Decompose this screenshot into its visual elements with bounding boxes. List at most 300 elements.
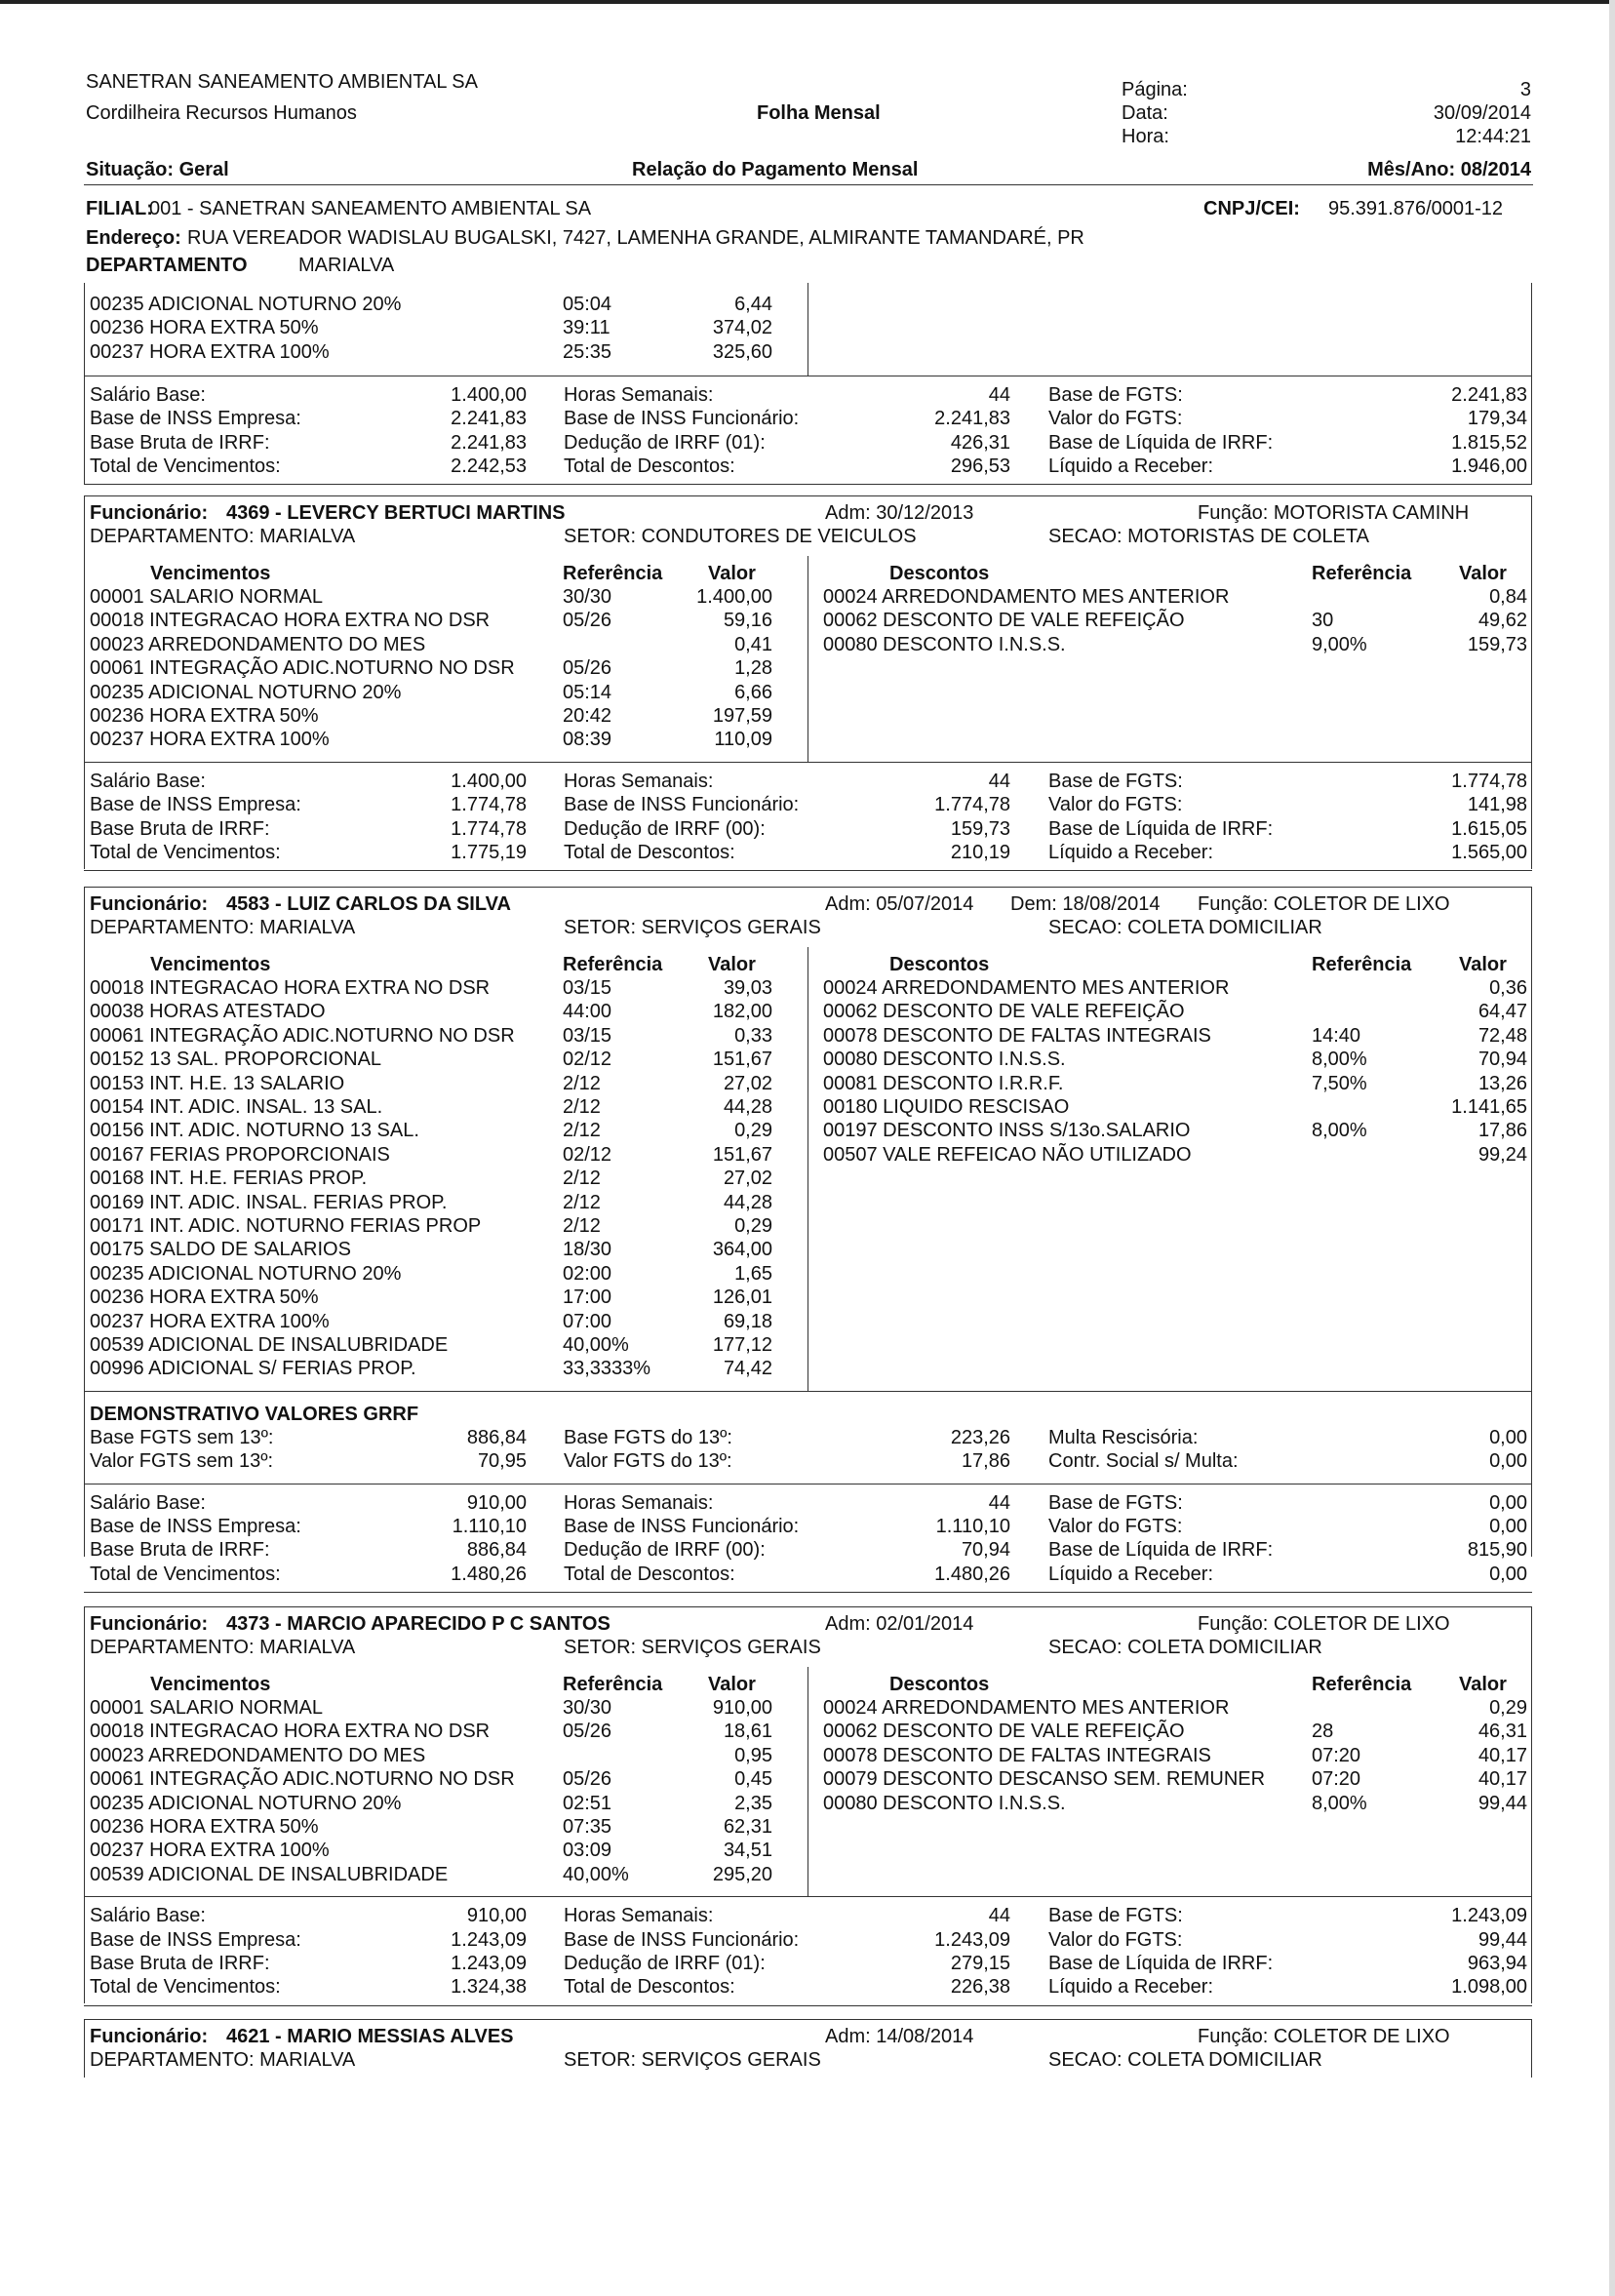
summary-label: Valor FGTS sem 13º:	[90, 1450, 274, 1473]
secao: SECAO: COLETA DOMICILIAR	[1048, 917, 1322, 938]
vencimento-value: 374,02	[712, 317, 772, 339]
admissao: Adm: 05/07/2014	[825, 893, 974, 915]
referencia-heading: Referência	[1312, 1674, 1412, 1695]
pagina-value: 3	[1519, 79, 1531, 100]
summary-value: 2.241,83	[451, 408, 527, 430]
summary-label: Dedução de IRRF (00):	[564, 817, 766, 840]
prev-val-col	[671, 293, 772, 364]
vencimento-ref: 05/26	[563, 1721, 612, 1743]
vencimento-value: 0,29	[734, 1215, 772, 1237]
vencimento-desc: 00038 HORAS ATESTADO	[90, 1001, 326, 1023]
filial-value: 001 - SANETRAN SANEAMENTO AMBIENTAL SA	[149, 198, 592, 219]
vencimento-ref: 02:00	[563, 1262, 612, 1285]
summary-value: 910,00	[466, 1491, 527, 1514]
summary-value: 2.241,83	[451, 431, 527, 454]
funcao: Função: COLETOR DE LIXO	[1198, 893, 1450, 915]
desconto-value: 99,44	[1477, 1792, 1527, 1814]
vencimento-ref: 40,00%	[563, 1334, 629, 1356]
summary-value: 44	[988, 1491, 1010, 1514]
vencimento-ref: 2/12	[563, 1120, 601, 1142]
summary-value: 2.241,83	[1451, 384, 1527, 406]
prev-ref-col	[563, 293, 670, 364]
vencimento-desc: 00235 ADICIONAL NOTURNO 20%	[90, 1262, 402, 1285]
desconto-ref: 14:40	[1312, 1024, 1361, 1047]
vencimento-desc: 00236 HORA EXTRA 50%	[90, 1287, 319, 1309]
employee-name: 4583 - LUIZ CARLOS DA SILVA	[226, 893, 511, 915]
situacao: Situação: Geral	[86, 159, 229, 180]
summary-label: Total de Descontos:	[564, 1563, 735, 1585]
summary-value: 159,73	[950, 817, 1010, 840]
vencimento-desc: 00001 SALARIO NORMAL	[90, 1697, 323, 1719]
vencimento-ref: 02/12	[563, 1143, 612, 1166]
vencimento-value: 0,29	[734, 1120, 772, 1142]
employee-name: 4373 - MARCIO APARECIDO P C SANTOS	[226, 1613, 611, 1635]
summary-value: 226,38	[950, 1976, 1010, 1999]
summary-label: Líquido a Receber:	[1048, 1563, 1214, 1585]
summary-label: Líquido a Receber:	[1048, 455, 1214, 478]
pagina-label: Página:	[1122, 79, 1188, 100]
summary-label: Total de Vencimentos:	[90, 455, 281, 478]
vencimento-desc: 00237 HORA EXTRA 100%	[90, 1840, 330, 1862]
employee-right-border	[1531, 887, 1532, 1557]
cnpj-value: 95.391.876/0001-12	[1328, 198, 1504, 219]
valor-heading: Valor	[1459, 954, 1507, 975]
desconto-desc: 00062 DESCONTO DE VALE REFEIÇÃO	[823, 1001, 1185, 1023]
summary-label: Salário Base:	[90, 1905, 206, 1927]
vencimento-value: 6,66	[734, 681, 772, 703]
scan-edge-right	[1609, 0, 1615, 2296]
departamento: DEPARTAMENTO: MARIALVA	[90, 1637, 356, 1658]
vencimento-ref: 03/15	[563, 1024, 612, 1047]
vencimento-value: 151,67	[712, 1143, 772, 1166]
summary-label: Base FGTS sem 13º:	[90, 1426, 274, 1448]
referencia-heading: Referência	[563, 1674, 663, 1695]
summary-label: Valor do FGTS:	[1048, 794, 1183, 816]
vencimento-desc: 00237 HORA EXTRA 100%	[90, 729, 330, 751]
summary-label: Multa Rescisória:	[1048, 1426, 1199, 1448]
employee-left-border	[84, 1606, 85, 2003]
vencimento-value: 0,33	[734, 1024, 772, 1047]
desconto-value: 49,62	[1477, 610, 1527, 632]
summary-label: Base de FGTS:	[1048, 1491, 1183, 1514]
summary-label: Horas Semanais:	[564, 1491, 714, 1514]
desconto-ref: 07:20	[1312, 1744, 1361, 1766]
vencimento-ref: 44:00	[563, 1001, 612, 1023]
relacao-title: Relação do Pagamento Mensal	[632, 159, 919, 180]
vencimento-value: 44,28	[723, 1096, 772, 1118]
summary-value: 910,00	[466, 1905, 527, 1927]
data-value: 30/09/2014	[1433, 102, 1531, 124]
admissao: Adm: 14/08/2014	[825, 2026, 974, 2047]
desconto-desc: 00197 DESCONTO INSS S/13o.SALARIO	[823, 1120, 1191, 1142]
desconto-desc: 00507 VALE REFEICAO NÃO UTILIZADO	[823, 1143, 1192, 1166]
desconto-desc: 00080 DESCONTO I.N.S.S.	[823, 1049, 1066, 1071]
vencimento-ref: 05/26	[563, 657, 612, 680]
vencimento-value: 1,28	[734, 657, 772, 680]
employee-top-divider	[84, 2019, 1532, 2020]
vencimento-value: 0,41	[734, 633, 772, 655]
summary-label: Base de INSS Empresa:	[90, 408, 301, 430]
vencimento-ref: 40,00%	[563, 1863, 629, 1885]
vencimento-desc: 00539 ADICIONAL DE INSALUBRIDADE	[90, 1863, 449, 1885]
vencimento-value: 27,02	[723, 1072, 772, 1094]
desconto-value: 0,84	[1489, 586, 1527, 608]
vencimento-ref: 30/30	[563, 1697, 612, 1719]
valor-heading: Valor	[708, 563, 756, 584]
vencimento-desc: 00023 ARREDONDAMENTO DO MES	[90, 633, 426, 655]
summary-value: 815,90	[1467, 1539, 1527, 1562]
vencimento-ref: 2/12	[563, 1215, 601, 1237]
employee-left-border	[84, 495, 85, 869]
vencimento-value: 1.400,00	[696, 586, 772, 608]
desconto-desc: 00078 DESCONTO DE FALTAS INTEGRAIS	[823, 1744, 1211, 1766]
desconto-value: 17,86	[1477, 1120, 1527, 1142]
vencimento-ref: 08:39	[563, 729, 612, 751]
desconto-ref: 30	[1312, 610, 1334, 632]
summary-value: 1.243,09	[934, 1928, 1010, 1951]
vencimento-desc: 00153 INT. H.E. 13 SALARIO	[90, 1072, 345, 1094]
summary-label: Base Bruta de IRRF:	[90, 817, 270, 840]
summary-value: 279,15	[950, 1952, 1010, 1974]
setor: SETOR: CONDUTORES DE VEICULOS	[564, 526, 917, 547]
vencimento-value: 0,45	[734, 1768, 772, 1791]
vencimento-desc: 00996 ADICIONAL S/ FERIAS PROP.	[90, 1358, 416, 1380]
vencimento-desc: 00061 INTEGRAÇÃO ADIC.NOTURNO NO DSR	[90, 1024, 515, 1047]
summary-label: Base de Líquida de IRRF:	[1048, 1952, 1274, 1974]
summary-label: Líquido a Receber:	[1048, 1976, 1214, 1999]
desconto-value: 40,17	[1477, 1768, 1527, 1791]
vencimento-desc: 00018 INTEGRACAO HORA EXTRA NO DSR	[90, 977, 491, 999]
vencimento-value: 39,03	[723, 977, 772, 999]
lines-bottom-divider	[84, 1896, 1532, 1897]
employee-top-divider	[84, 495, 1532, 496]
desconto-desc: 00062 DESCONTO DE VALE REFEIÇÃO	[823, 1721, 1185, 1743]
vencimento-value: 59,16	[723, 610, 772, 632]
summary-value: 70,94	[961, 1539, 1010, 1562]
setor: SETOR: SERVIÇOS GERAIS	[564, 917, 821, 938]
vencimento-desc: 00001 SALARIO NORMAL	[90, 586, 323, 608]
summary-value: 1.775,19	[451, 841, 527, 863]
vencimento-value: 18,61	[723, 1721, 772, 1743]
desconto-ref: 07:20	[1312, 1768, 1361, 1791]
funcao: Função: MOTORISTA CAMINH	[1198, 502, 1470, 524]
vencimento-desc: 00237 HORA EXTRA 100%	[90, 340, 330, 363]
summary-value: 17,86	[961, 1450, 1010, 1473]
employee-right-border	[1531, 495, 1532, 869]
vencimento-ref: 07:00	[563, 1310, 612, 1332]
summary-value: 1.815,52	[1451, 431, 1527, 454]
valor-heading: Valor	[1459, 563, 1507, 584]
desconto-ref: 7,50%	[1312, 1072, 1367, 1094]
vencimento-ref: 33,3333%	[563, 1358, 651, 1380]
secao: SECAO: COLETA DOMICILIAR	[1048, 1637, 1322, 1658]
vencimento-ref: 18/30	[563, 1239, 612, 1261]
summary-label: Valor do FGTS:	[1048, 1928, 1183, 1951]
departamento: DEPARTAMENTO: MARIALVA	[90, 526, 356, 547]
grrf-title: DEMONSTRATIVO VALORES GRRF	[90, 1403, 419, 1425]
summary-value: 1.480,26	[934, 1563, 1010, 1585]
vencimento-ref: 2/12	[563, 1191, 601, 1213]
vencimento-ref: 2/12	[563, 1096, 601, 1118]
desconto-desc: 00079 DESCONTO DESCANSO SEM. REMUNER	[823, 1768, 1266, 1791]
summary-label: Base de Líquida de IRRF:	[1048, 817, 1274, 840]
summary-value: 1.243,09	[1451, 1905, 1527, 1927]
vencimento-value: 110,09	[714, 729, 772, 751]
vencimento-value: 0,95	[734, 1744, 772, 1766]
summary-label: Dedução de IRRF (00):	[564, 1539, 766, 1562]
employee-left-border	[84, 2019, 85, 2078]
summary-label: Base de Líquida de IRRF:	[1048, 1539, 1274, 1562]
summary-value: 179,34	[1467, 408, 1527, 430]
vencimento-ref: 17:00	[563, 1287, 612, 1309]
desconto-desc: 00024 ARREDONDAMENTO MES ANTERIOR	[823, 1697, 1230, 1719]
funcao: Função: COLETOR DE LIXO	[1198, 2026, 1450, 2047]
desconto-value: 1.141,65	[1451, 1096, 1527, 1118]
vencimento-desc: 00236 HORA EXTRA 50%	[90, 705, 319, 727]
summary-label: Horas Semanais:	[564, 1905, 714, 1927]
desconto-desc: 00024 ARREDONDAMENTO MES ANTERIOR	[823, 586, 1230, 608]
departamento-value: MARIALVA	[298, 255, 395, 276]
hora-label: Hora:	[1122, 126, 1169, 147]
summary-value: 141,98	[1467, 794, 1527, 816]
vencimento-value: 27,02	[723, 1168, 772, 1190]
summary-value: 1.098,00	[1451, 1976, 1527, 1999]
summary-label: Horas Semanais:	[564, 770, 714, 792]
vencimento-value: 910,00	[712, 1697, 772, 1719]
vencimento-ref: 39:11	[563, 317, 611, 339]
referencia-heading: Referência	[563, 563, 663, 584]
valor-heading: Valor	[708, 954, 756, 975]
summary-label: Contr. Social s/ Multa:	[1048, 1450, 1239, 1473]
summary-label: Total de Descontos:	[564, 841, 735, 863]
summary-value: 1.565,00	[1451, 841, 1527, 863]
summary-bottom-divider	[84, 870, 1532, 871]
setor: SETOR: SERVIÇOS GERAIS	[564, 1637, 821, 1658]
vencimento-ref: 30/30	[563, 586, 612, 608]
vencimento-value: 197,59	[712, 705, 772, 727]
summary-label: Base de INSS Funcionário:	[564, 794, 800, 816]
summary-value: 0,00	[1489, 1426, 1527, 1448]
descontos-heading: Descontos	[889, 954, 990, 975]
vencimento-desc: 00018 INTEGRACAO HORA EXTRA NO DSR	[90, 1721, 491, 1743]
desconto-desc: 00080 DESCONTO I.N.S.S.	[823, 633, 1066, 655]
summary-value: 0,00	[1489, 1563, 1527, 1585]
report-title: Folha Mensal	[757, 102, 881, 124]
employee-name: 4369 - LEVERCY BERTUCI MARTINS	[226, 502, 566, 524]
vencimento-value: 177,12	[712, 1334, 772, 1356]
vencimento-value: 44,28	[723, 1191, 772, 1213]
summary-value: 886,84	[466, 1539, 527, 1562]
summary-value: 1.400,00	[451, 770, 527, 792]
referencia-heading: Referência	[563, 954, 663, 975]
vencimento-value: 6,44	[734, 294, 772, 315]
summary-value: 1.774,78	[1451, 770, 1527, 792]
vencimento-desc: 00237 HORA EXTRA 100%	[90, 1310, 330, 1332]
valor-heading: Valor	[1459, 1674, 1507, 1695]
summary-value: 2.241,83	[934, 408, 1010, 430]
summary-label: Base Bruta de IRRF:	[90, 1539, 270, 1562]
secao: SECAO: COLETA DOMICILIAR	[1048, 2049, 1322, 2071]
vencimento-ref: 02:51	[563, 1792, 612, 1814]
summary-value: 223,26	[950, 1426, 1010, 1448]
desconto-desc: 00062 DESCONTO DE VALE REFEIÇÃO	[823, 610, 1185, 632]
desconto-ref: 8,00%	[1312, 1049, 1367, 1071]
admissao: Adm: 02/01/2014	[825, 1613, 974, 1635]
summary-value: 0,00	[1489, 1450, 1527, 1473]
summary-label: Base de FGTS:	[1048, 384, 1183, 406]
summary-value: 70,95	[477, 1450, 527, 1473]
desconto-value: 159,73	[1467, 633, 1527, 655]
summary-label: Total de Vencimentos:	[90, 1563, 281, 1585]
scan-edge	[0, 0, 1615, 4]
summary-bottom-divider	[84, 2005, 1532, 2006]
vencimento-desc: 00152 13 SAL. PROPORCIONAL	[90, 1049, 382, 1071]
summary-value: 2.242,53	[451, 455, 527, 478]
secao: SECAO: MOTORISTAS DE COLETA	[1048, 526, 1369, 547]
vencimento-desc: 00236 HORA EXTRA 50%	[90, 1816, 319, 1838]
summary-value: 210,19	[950, 841, 1010, 863]
summary-value: 1.774,78	[934, 794, 1010, 816]
summary-label: Valor do FGTS:	[1048, 408, 1183, 430]
vencimento-ref: 2/12	[563, 1168, 601, 1190]
vencimento-desc: 00168 INT. H.E. FERIAS PROP.	[90, 1168, 368, 1190]
summary-value: 0,00	[1489, 1491, 1527, 1514]
summary-bottom-divider	[84, 1592, 1532, 1593]
vencimento-value: 62,31	[723, 1816, 772, 1838]
vencimento-ref: 25:35	[563, 340, 612, 363]
summary-value: 886,84	[466, 1426, 527, 1448]
admissao: Adm: 30/12/2013	[825, 502, 974, 524]
funcionario-label: Funcionário:	[90, 502, 209, 524]
descontos-heading: Descontos	[889, 563, 990, 584]
vencimento-ref: 05/26	[563, 610, 612, 632]
vencimento-desc: 00061 INTEGRAÇÃO ADIC.NOTURNO NO DSR	[90, 657, 515, 680]
vencimento-value: 151,67	[712, 1049, 772, 1071]
summary-label: Total de Descontos:	[564, 455, 735, 478]
vencimento-value: 295,20	[712, 1863, 772, 1885]
summary-value: 296,53	[950, 455, 1010, 478]
summary-label: Base Bruta de IRRF:	[90, 431, 270, 454]
box-right	[1531, 283, 1532, 484]
employee-right-border	[1531, 2019, 1532, 2078]
summary-label: Salário Base:	[90, 770, 206, 792]
vencimentos-heading: Vencimentos	[150, 563, 271, 584]
summary-label: Base de FGTS:	[1048, 1905, 1183, 1927]
vencimento-desc: 00061 INTEGRAÇÃO ADIC.NOTURNO NO DSR	[90, 1768, 515, 1791]
summary-value: 44	[988, 1905, 1010, 1927]
summary-label: Base de INSS Funcionário:	[564, 408, 800, 430]
vencimento-desc: 00169 INT. ADIC. INSAL. FERIAS PROP.	[90, 1191, 448, 1213]
vencimento-ref: 05:14	[563, 681, 612, 703]
referencia-heading: Referência	[1312, 563, 1412, 584]
setor: SETOR: SERVIÇOS GERAIS	[564, 2049, 821, 2071]
vencimento-value: 69,18	[723, 1310, 772, 1332]
vencimento-value: 1,65	[734, 1262, 772, 1285]
summary-value: 1.774,78	[451, 817, 527, 840]
desconto-value: 40,17	[1477, 1744, 1527, 1766]
departamento-label: DEPARTAMENTO	[86, 255, 248, 276]
filial-label: FILIAL:	[86, 198, 153, 219]
desconto-value: 13,26	[1477, 1072, 1527, 1094]
desconto-ref: 8,00%	[1312, 1120, 1367, 1142]
company-name: SANETRAN SANEAMENTO AMBIENTAL SA	[86, 71, 478, 93]
summary-value: 1.774,78	[451, 794, 527, 816]
summary-label: Base FGTS do 13º:	[564, 1426, 732, 1448]
vencimento-desc: 00167 FERIAS PROPORCIONAIS	[90, 1143, 390, 1166]
hora-value: 12:44:21	[1455, 126, 1531, 147]
summary-value: 1.324,38	[451, 1976, 527, 1999]
lines-bottom-divider	[84, 1391, 1532, 1392]
vencimento-desc: 00018 INTEGRACAO HORA EXTRA NO DSR	[90, 610, 491, 632]
desconto-desc: 00024 ARREDONDAMENTO MES ANTERIOR	[823, 977, 1230, 999]
vencimento-desc: 00175 SALDO DE SALARIOS	[90, 1239, 351, 1261]
vencimento-ref: 05/26	[563, 1768, 612, 1791]
cnpj-label: CNPJ/CEI:	[1203, 198, 1300, 219]
desconto-value: 0,36	[1489, 977, 1527, 999]
prev-desc-col	[90, 293, 558, 364]
lines-bottom-divider	[84, 762, 1532, 763]
summary-label: Horas Semanais:	[564, 384, 714, 406]
vencimento-ref: 2/12	[563, 1072, 601, 1094]
vencimento-value: 325,60	[712, 340, 772, 363]
summary-label: Valor FGTS do 13º:	[564, 1450, 732, 1473]
mes-ano: Mês/Ano: 08/2014	[1367, 159, 1531, 180]
summary-value: 99,44	[1477, 1928, 1527, 1951]
summary-label: Salário Base:	[90, 384, 206, 406]
funcionario-label: Funcionário:	[90, 2026, 209, 2047]
descontos-heading: Descontos	[889, 1674, 990, 1695]
vencimento-desc: 00154 INT. ADIC. INSAL. 13 SAL.	[90, 1096, 383, 1118]
vencimento-desc: 00171 INT. ADIC. NOTURNO FERIAS PROP	[90, 1215, 482, 1237]
desconto-desc: 00078 DESCONTO DE FALTAS INTEGRAIS	[823, 1024, 1211, 1047]
employee-top-divider	[84, 887, 1532, 888]
desconto-desc: 00180 LIQUIDO RESCISAO	[823, 1096, 1070, 1118]
desconto-desc: 00081 DESCONTO I.R.R.F.	[823, 1072, 1064, 1094]
vencimento-ref: 07:35	[563, 1816, 612, 1838]
vencimento-ref: 05:04	[563, 294, 612, 315]
summary-label: Base de INSS Funcionário:	[564, 1515, 800, 1537]
vencimento-ref: 03:09	[563, 1840, 612, 1862]
desconto-value: 72,48	[1477, 1024, 1527, 1047]
summary-value: 0,00	[1489, 1515, 1527, 1537]
endereco-label: Endereço:	[86, 227, 181, 249]
vencimento-desc: 00235 ADICIONAL NOTURNO 20%	[90, 294, 402, 315]
summary-value: 426,31	[950, 431, 1010, 454]
summary-value: 1.110,10	[935, 1515, 1010, 1537]
vencimento-value: 364,00	[712, 1239, 772, 1261]
employee-left-border	[84, 887, 85, 1557]
vencimento-desc: 00156 INT. ADIC. NOTURNO 13 SAL.	[90, 1120, 419, 1142]
vencimento-value: 2,35	[734, 1792, 772, 1814]
funcionario-label: Funcionário:	[90, 893, 209, 915]
summary-value: 44	[988, 384, 1010, 406]
valor-heading: Valor	[708, 1674, 756, 1695]
vencimento-value: 34,51	[723, 1840, 772, 1862]
vencimento-desc: 00023 ARREDONDAMENTO DO MES	[90, 1744, 426, 1766]
summary-value: 963,94	[1467, 1952, 1527, 1974]
summary-label: Base de INSS Funcionário:	[564, 1928, 800, 1951]
desconto-ref: 9,00%	[1312, 633, 1367, 655]
funcao: Função: COLETOR DE LIXO	[1198, 1613, 1450, 1635]
summary-label: Base de INSS Empresa:	[90, 1515, 301, 1537]
employee-right-border	[1531, 1606, 1532, 2003]
summary-label: Total de Vencimentos:	[90, 841, 281, 863]
demissao: Dem: 18/08/2014	[1010, 893, 1161, 915]
departamento: DEPARTAMENTO: MARIALVA	[90, 917, 356, 938]
vencimento-desc: 00236 HORA EXTRA 50%	[90, 317, 319, 339]
vencimento-ref: 02/12	[563, 1049, 612, 1071]
desconto-ref: 28	[1312, 1721, 1334, 1743]
